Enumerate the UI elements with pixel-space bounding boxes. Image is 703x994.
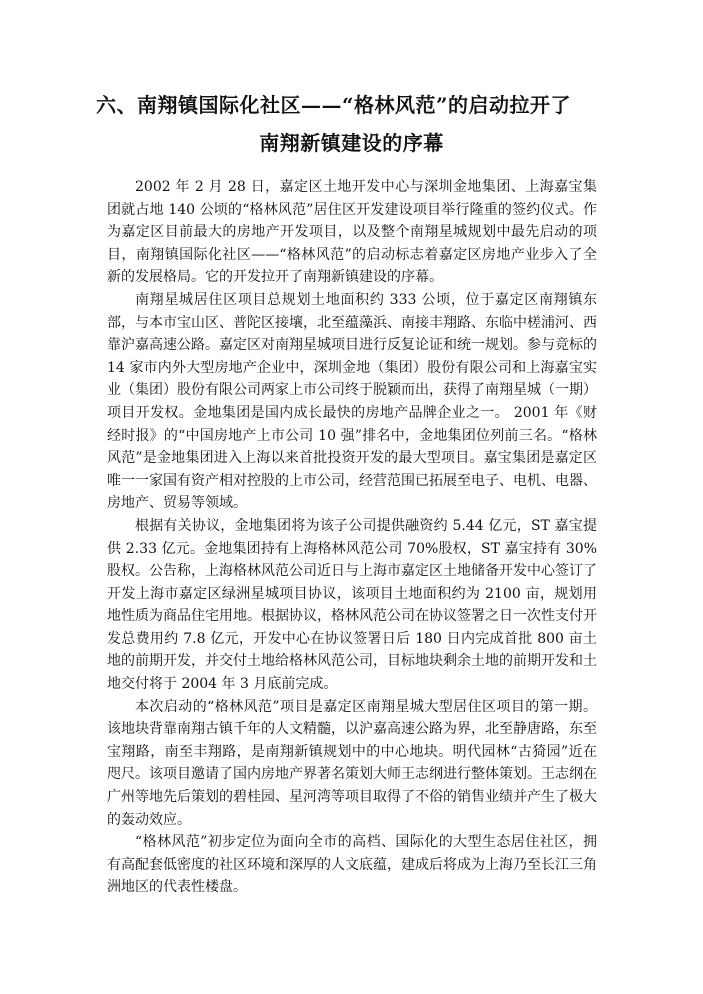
paragraph-signing-ceremony: 2002 年 2 月 28 日，嘉定区土地开发中心与深圳金地集团、上海嘉宝集团就占地 140 公顷的“格林风范”居住区开发建设项目举行隆重的签约仪式。作为嘉定区目前最大的房地产开发项目，以及整个南翔星城规划中最先启动的项目，南翔镇国际化社区——“格林风范”的启动标志着嘉定区房地产业步入了全新的发展格局。它的开发拉开了南翔新镇建设的序幕。 [107,179,597,286]
paragraph-first-phase: 本次启动的“格林风范”项目是嘉定区南翔星城大型居住区项目的第一期。该地块背靠南翔古镇千年的人文精髓，以沪嘉高速公路为界，北至静唐路，东至宝翔路，南至丰翔路，是南翔新镇规划中的中心地块。明代园林“古猗园”近在咫尺。该项目邀请了国内房地产界著名策划大师王志纲进行整体策划。王志纲在广州等地先后策划的碧桂园、星河湾等项目取得了不俗的销售业绩并产生了极大的轰动效应。 [107,698,597,828]
section-title-line-2: 南翔新镇建设的序幕 [259,131,444,155]
paragraph-agreement-terms: 根据有关协议，金地集团将为该子公司提供融资约 5.44 亿元，ST 嘉宝提供 2.33 亿元。金地集团持有上海格林风范公司 70%股权，ST 嘉宝持有 30%股权。公告称，上海格林风范公司近日与上海市嘉定区土地储备开发中心签订了开发上海市嘉定区绿洲星城项目协议，该项目土地面积约为 2100 亩，规划用地性质为商品住宅用地。根据协议，格林风范公司在协议签署之日一次性支付开发总费用约 7.8 亿元，开发中心在协议签署日后 180 日内完成首批 800 亩土地的前期开发，并交付土地给格林风范公司，目标地块剩余土地的前期开发和土地交付将于 2004 年 3 月底前完成。 [107,517,597,693]
document-body [107,176,597,899]
section-title-line-1: 六、南翔镇国际化社区——“格林风范”的启动拉开了 [96,93,572,117]
paragraph-positioning: “格林风范”初步定位为面向全市的高档、国际化的大型生态居住社区，拥有高配套低密度的社区环境和深厚的人文底蕴，建成后将成为上海乃至长江三角洲地区的代表性楼盘。 [107,834,597,896]
paragraph-project-overview: 南翔星城居住区项目总规划土地面积约 333 公顷，位于嘉定区南翔镇东部，与本市宝山区、普陀区接壤，北至蕴藻浜、南接丰翔路、东临中槎浦河、西靠沪嘉高速公路。嘉定区对南翔星城项目进行反复论证和统一规划。参与竞标的 14 家市内外大型房地产企业中，深圳金地（集团）股份有限公司和上海嘉宝实业（集团）股份有限公司两家上市公司终于脱颖而出，获得了南翔星城（一期）项目开发权。金地集团是国内成长最快的房地产品牌企业之一。 2001 年《财经时报》的“中国房地产上市公司 10 强”排名中，金地集团位列前三名。“格林风范”是金地集团进入上海以来首批投资开发的最大型项目。嘉宝集团是嘉定区唯一一家国有资产相对控股的上市公司，经营范围已拓展至电子、电机、电器、房地产、贸易等领域。 [107,291,597,512]
